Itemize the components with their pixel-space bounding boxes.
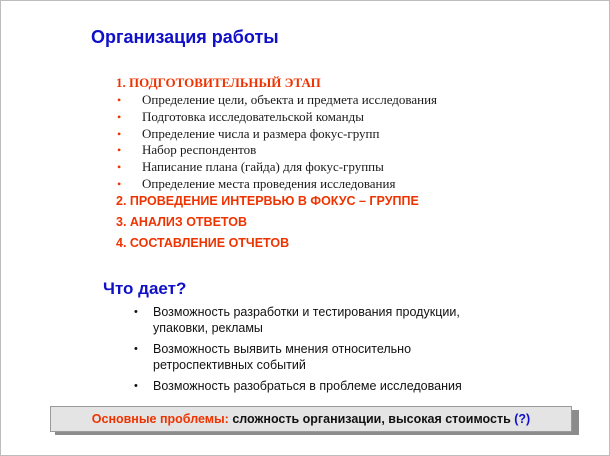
problems-label: Основные проблемы: [91, 412, 229, 426]
list-item: • Возможность разработки и тестирования продукции, упаковки, рекламы [134, 305, 460, 335]
benefits-list [134, 304, 494, 396]
bullet-icon: • [117, 160, 122, 175]
bullet-icon: • [117, 143, 122, 158]
list-item: • Возможность выявить мнения относительно ретроспективных событий [134, 342, 412, 372]
problems-question: (?) [514, 412, 531, 426]
list-item: • Подготовка исследовательской команды [117, 108, 364, 124]
bullet-icon: • [134, 380, 138, 392]
problems-box [50, 406, 572, 432]
list-item: • Возможность разобраться в проблеме исследования [134, 379, 462, 393]
bullet-icon: • [117, 109, 122, 124]
stage-4-heading: 4. СОСТАВЛЕНИЕ ОТЧЕТОВ [116, 236, 290, 250]
slide-title: Организация работы [91, 27, 279, 47]
problems-text: сложность организации, высокая стоимость [232, 412, 511, 426]
list-item: • Определение места проведения исследования [117, 175, 396, 191]
stage-1-heading [116, 75, 321, 91]
list-item: • Определение числа и размера фокус-групп [117, 125, 380, 141]
benefits-title: Что дает? [103, 279, 187, 298]
bullet-icon: • [117, 176, 122, 191]
bullet-icon: • [117, 93, 122, 107]
list-item: • Написание плана (гайда) для фокус-группы [117, 159, 384, 175]
stage-1-label: ПОДГОТОВИТЕЛЬНЫЙ ЭТАП [129, 75, 321, 90]
bullet-icon: • [134, 343, 138, 355]
stage-2-heading: 2. ПРОВЕДЕНИЕ ИНТЕРВЬЮ В ФОКУС – ГРУППЕ [116, 194, 419, 208]
list-item: • Определение цели, объекта и предмета исследования [117, 92, 438, 107]
stage-3-heading: 3. АНАЛИЗ ОТВЕТОВ [116, 215, 247, 229]
bullet-icon: • [117, 126, 122, 141]
list-item: • Набор респондентов [117, 142, 257, 158]
stage-1-items [116, 92, 437, 193]
bullet-icon: • [134, 306, 138, 318]
stage-1-number: 1. [116, 75, 126, 90]
